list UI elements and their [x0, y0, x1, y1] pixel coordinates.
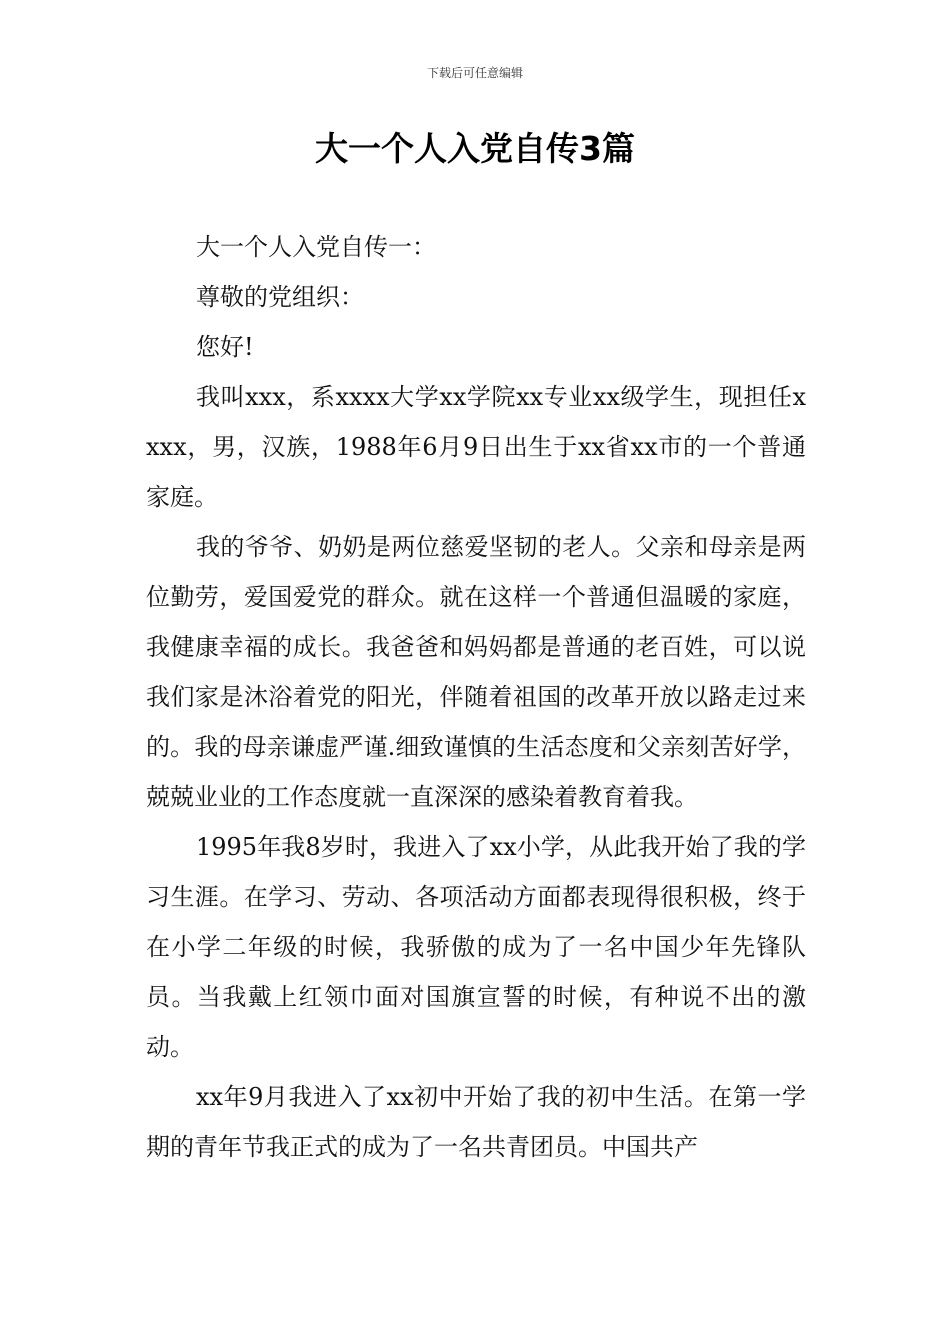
- paragraph-family: 我的爷爷、奶奶是两位慈爱坚韧的老人。父亲和母亲是两位勤劳，爱国爱党的群众。就在这样一个普通但温暖的家庭，我健康幸福的成长。我爸爸和妈妈都是普通的老百姓，可以说我们家是沐浴着党的阳光，伴随着祖国的改革开放以路走过来的。我的母亲谦虚严谨.细致谨慎的生活态度和父亲刻苦好学，兢兢业业的工作态度就一直深深的感染着教育着我。: [146, 533, 806, 811]
- paragraph-primary-school: 1995年我8岁时，我进入了xx小学，从此我开始了我的学习生涯。在学习、劳动、各项活动方面都表现得很积极，终于在小学二年级的时候，我骄傲的成为了一名中国少年先锋队员。当我戴上红领巾面对国旗宣誓的时候，有种说不出的激动。: [146, 833, 806, 1061]
- paragraph-junior-high: xx年9月我进入了xx初中开始了我的初中生活。在第一学期的青年节我正式的成为了一名共青团员。中国共产: [146, 1083, 806, 1161]
- paragraph-heading: 大一个人入党自传一：: [196, 233, 436, 261]
- document-title: 大一个人入党自传3篇: [315, 129, 635, 168]
- document-body: [146, 222, 806, 1172]
- header-note: 下载后可任意编辑: [426, 66, 523, 80]
- paragraph-greeting: 您好!: [196, 333, 254, 361]
- paragraph-salutation: 尊敬的党组织：: [196, 283, 364, 311]
- paragraph-introduction: 我叫xxx，系xxxx大学xx学院xx专业xx级学生，现担任xxxx，男，汉族，1988年6月9日出生于xx省xx市的一个普通家庭。: [146, 383, 806, 511]
